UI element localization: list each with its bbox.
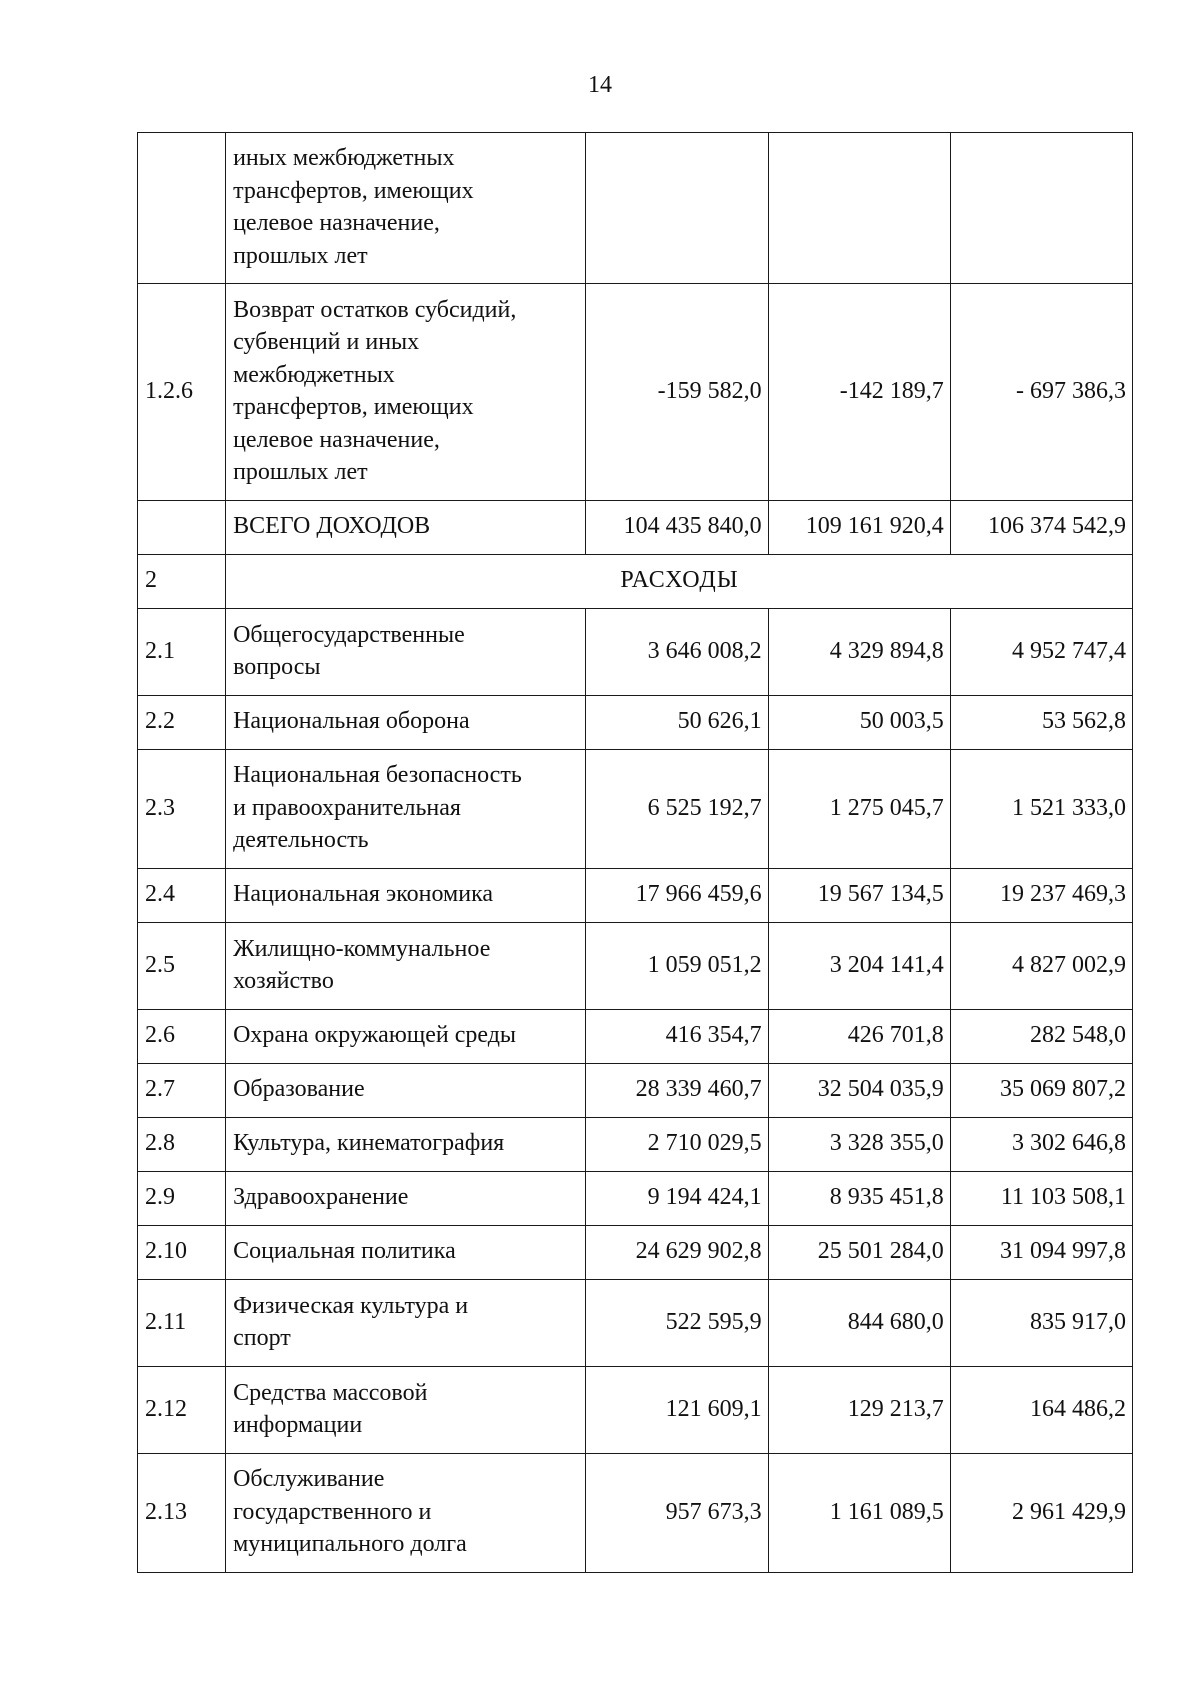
value-cell-col3 <box>950 1280 1132 1367</box>
table-row <box>138 750 1133 869</box>
value-cell-col3-text: 164 486,2 <box>1030 1395 1126 1422</box>
value-cell-col1-text: 522 595,9 <box>665 1308 762 1335</box>
row-number-cell <box>138 555 226 609</box>
row-number-cell-text: 2.5 <box>145 951 175 978</box>
value-cell-col3-text: 4 827 002,9 <box>1012 951 1126 978</box>
row-number-cell-text: 2.8 <box>145 1130 175 1157</box>
value-cell-col2-text: 19 567 134,5 <box>817 881 944 908</box>
item-name-cell-text: Возврат остатков субсидий, субвенций и иных межбюджетных трансфертов, имеющих целевое назначение, прошлых лет <box>233 296 517 485</box>
item-name-cell-text: Здравоохранение <box>233 1184 409 1211</box>
value-cell-col3-text: - 697 386,3 <box>1016 377 1126 404</box>
value-cell-col1-text: 121 609,1 <box>665 1395 762 1422</box>
row-number-cell-text: 2.13 <box>145 1498 187 1525</box>
value-cell-col1 <box>586 133 768 284</box>
table-row <box>138 1172 1133 1226</box>
value-cell-col3-text: 106 374 542,9 <box>988 513 1126 540</box>
section-title-cell-text: РАСХОДЫ <box>620 567 739 594</box>
row-number-cell-text: 2.12 <box>145 1395 187 1422</box>
value-cell-col3-text: 4 952 747,4 <box>1012 637 1126 664</box>
table-row <box>138 1010 1133 1064</box>
value-cell-col3 <box>950 1172 1132 1226</box>
row-number-cell-text: 1.2.6 <box>145 377 193 404</box>
row-number-cell <box>138 501 226 555</box>
row-number-cell <box>138 1280 226 1367</box>
value-cell-col1 <box>586 609 768 696</box>
table-row <box>138 923 1133 1010</box>
value-cell-col2-text: 32 504 035,9 <box>817 1076 944 1103</box>
value-cell-col3-text: 1 521 333,0 <box>1012 794 1126 821</box>
row-number-cell-text: 2 <box>145 567 157 594</box>
value-cell-col2 <box>768 1280 950 1367</box>
value-cell-col1 <box>586 750 768 869</box>
value-cell-col2-text: -142 189,7 <box>839 377 944 404</box>
row-number-cell-text: 2.1 <box>145 637 175 664</box>
value-cell-col1-text: 3 646 008,2 <box>647 637 762 664</box>
value-cell-col3 <box>950 609 1132 696</box>
value-cell-col2 <box>768 1367 950 1454</box>
value-cell-col3-text: 282 548,0 <box>1030 1022 1126 1049</box>
value-cell-col1-text: 28 339 460,7 <box>635 1076 762 1103</box>
value-cell-col2-text: 1 275 045,7 <box>829 794 944 821</box>
item-name-cell <box>226 133 586 284</box>
item-name-cell <box>226 1118 586 1172</box>
item-name-cell-text: иных межбюджетных трансфертов, имеющих целевое назначение, прошлых лет <box>233 145 474 269</box>
value-cell-col2-text: 426 701,8 <box>847 1022 944 1049</box>
item-name-cell-text: Культура, кинематография <box>233 1130 505 1157</box>
value-cell-col3 <box>950 501 1132 555</box>
item-name-cell-text: Общегосударственные вопросы <box>233 621 465 680</box>
item-name-cell <box>226 696 586 750</box>
value-cell-col2 <box>768 133 950 284</box>
item-name-cell <box>226 1172 586 1226</box>
value-cell-col3 <box>950 1226 1132 1280</box>
item-name-cell <box>226 869 586 923</box>
value-cell-col2 <box>768 1454 950 1573</box>
item-name-cell-text: Социальная политика <box>233 1238 456 1265</box>
value-cell-col3-text: 35 069 807,2 <box>1000 1076 1126 1103</box>
value-cell-col3 <box>950 923 1132 1010</box>
row-number-cell <box>138 284 226 501</box>
row-number-cell <box>138 869 226 923</box>
value-cell-col2-text: 844 680,0 <box>847 1308 944 1335</box>
value-cell-col2-text: 3 204 141,4 <box>829 951 944 978</box>
row-number-cell <box>138 1226 226 1280</box>
row-number-cell <box>138 1118 226 1172</box>
value-cell-col3 <box>950 1010 1132 1064</box>
table-row <box>138 1118 1133 1172</box>
row-number-cell-text: 2.3 <box>145 794 175 821</box>
value-cell-col1 <box>586 1280 768 1367</box>
row-number-cell <box>138 1172 226 1226</box>
table-row <box>138 1226 1133 1280</box>
value-cell-col3 <box>950 696 1132 750</box>
value-cell-col1 <box>586 923 768 1010</box>
value-cell-col2-text: 8 935 451,8 <box>829 1184 944 1211</box>
value-cell-col1-text: 416 354,7 <box>665 1022 762 1049</box>
value-cell-col2 <box>768 869 950 923</box>
value-cell-col3-text: 19 237 469,3 <box>1000 881 1126 908</box>
table-row <box>138 1367 1133 1454</box>
value-cell-col1 <box>586 1226 768 1280</box>
table-row <box>138 696 1133 750</box>
value-cell-col1-text: 957 673,3 <box>665 1498 762 1525</box>
row-number-cell-text: 2.10 <box>145 1238 187 1265</box>
value-cell-col1 <box>586 1454 768 1573</box>
value-cell-col1 <box>586 284 768 501</box>
value-cell-col2 <box>768 609 950 696</box>
budget-table <box>137 132 1133 1573</box>
value-cell-col1 <box>586 1010 768 1064</box>
value-cell-col3 <box>950 1367 1132 1454</box>
item-name-cell-text: Средства массовой информации <box>233 1379 428 1438</box>
row-number-cell <box>138 1367 226 1454</box>
table-row <box>138 609 1133 696</box>
item-name-cell-text: Образование <box>233 1076 365 1103</box>
table-row <box>138 501 1133 555</box>
value-cell-col2 <box>768 1118 950 1172</box>
value-cell-col2 <box>768 696 950 750</box>
item-name-cell <box>226 609 586 696</box>
table-row <box>138 284 1133 501</box>
item-name-cell-text: Национальная оборона <box>233 708 470 735</box>
value-cell-col2-text: 4 329 894,8 <box>829 637 944 664</box>
value-cell-col1 <box>586 501 768 555</box>
row-number-cell <box>138 609 226 696</box>
row-number-cell-text: 2.9 <box>145 1184 175 1211</box>
row-number-cell <box>138 133 226 284</box>
item-name-cell-text: Охрана окружающей среды <box>233 1022 517 1049</box>
item-name-cell <box>226 923 586 1010</box>
item-name-cell-text: Национальная экономика <box>233 881 494 908</box>
value-cell-col1 <box>586 1118 768 1172</box>
item-name-cell <box>226 1454 586 1573</box>
row-number-cell-text: 2.6 <box>145 1022 175 1049</box>
item-name-cell <box>226 1010 586 1064</box>
value-cell-col2 <box>768 1172 950 1226</box>
value-cell-col1 <box>586 1172 768 1226</box>
value-cell-col3-text: 835 917,0 <box>1030 1308 1126 1335</box>
item-name-cell-text: Физическая культура и спорт <box>233 1292 469 1351</box>
value-cell-col3-text: 53 562,8 <box>1042 708 1126 735</box>
value-cell-col3 <box>950 750 1132 869</box>
item-name-cell-text: ВСЕГО ДОХОДОВ <box>233 513 431 540</box>
item-name-cell <box>226 1226 586 1280</box>
value-cell-col3-text: 3 302 646,8 <box>1012 1130 1126 1157</box>
item-name-cell <box>226 1064 586 1118</box>
value-cell-col3 <box>950 1118 1132 1172</box>
value-cell-col3 <box>950 869 1132 923</box>
value-cell-col1-text: -159 582,0 <box>657 377 762 404</box>
table-row <box>138 133 1133 284</box>
row-number-cell-text: 2.7 <box>145 1076 175 1103</box>
item-name-cell <box>226 1367 586 1454</box>
page-number: 14 <box>588 72 612 98</box>
value-cell-col1-text: 104 435 840,0 <box>623 513 762 540</box>
item-name-cell-text: Жилищно-коммунальное хозяйство <box>233 935 491 994</box>
value-cell-col2-text: 1 161 089,5 <box>829 1498 944 1525</box>
value-cell-col3 <box>950 1454 1132 1573</box>
row-number-cell <box>138 1454 226 1573</box>
value-cell-col1 <box>586 1367 768 1454</box>
row-number-cell-text: 2.2 <box>145 708 175 735</box>
value-cell-col1 <box>586 696 768 750</box>
value-cell-col2 <box>768 750 950 869</box>
value-cell-col1-text: 17 966 459,6 <box>635 881 762 908</box>
value-cell-col2-text: 3 328 355,0 <box>829 1130 944 1157</box>
value-cell-col1-text: 9 194 424,1 <box>647 1184 762 1211</box>
budget-table-body <box>138 133 1133 1573</box>
section-row <box>138 555 1133 609</box>
value-cell-col3-text: 2 961 429,9 <box>1012 1498 1126 1525</box>
row-number-cell <box>138 1064 226 1118</box>
item-name-cell-text: Национальная безопасность и правоохранительная деятельность <box>233 762 522 854</box>
section-title-cell <box>226 555 1133 609</box>
value-cell-col1 <box>586 1064 768 1118</box>
row-number-cell <box>138 696 226 750</box>
value-cell-col1-text: 50 626,1 <box>677 708 762 735</box>
value-cell-col2-text: 50 003,5 <box>859 708 944 735</box>
item-name-cell <box>226 501 586 555</box>
item-name-cell <box>226 284 586 501</box>
value-cell-col2 <box>768 1226 950 1280</box>
table-row <box>138 1064 1133 1118</box>
value-cell-col1-text: 2 710 029,5 <box>647 1130 762 1157</box>
row-number-cell <box>138 750 226 869</box>
row-number-cell <box>138 923 226 1010</box>
value-cell-col3 <box>950 1064 1132 1118</box>
value-cell-col1 <box>586 869 768 923</box>
value-cell-col3-text: 11 103 508,1 <box>1000 1184 1126 1211</box>
value-cell-col2 <box>768 1010 950 1064</box>
value-cell-col2-text: 129 213,7 <box>847 1395 944 1422</box>
value-cell-col3-text: 31 094 997,8 <box>1000 1238 1126 1265</box>
value-cell-col2 <box>768 923 950 1010</box>
row-number-cell <box>138 1010 226 1064</box>
value-cell-col2 <box>768 284 950 501</box>
value-cell-col3 <box>950 284 1132 501</box>
item-name-cell <box>226 1280 586 1367</box>
item-name-cell-text: Обслуживание государственного и муниципального долга <box>233 1466 467 1558</box>
row-number-cell-text: 2.4 <box>145 881 175 908</box>
value-cell-col1-text: 24 629 902,8 <box>635 1238 762 1265</box>
value-cell-col1-text: 1 059 051,2 <box>647 951 762 978</box>
value-cell-col3 <box>950 133 1132 284</box>
table-row <box>138 1454 1133 1573</box>
table-row <box>138 869 1133 923</box>
value-cell-col1-text: 6 525 192,7 <box>647 794 762 821</box>
value-cell-col2 <box>768 1064 950 1118</box>
table-row <box>138 1280 1133 1367</box>
row-number-cell-text: 2.11 <box>145 1308 187 1335</box>
item-name-cell <box>226 750 586 869</box>
value-cell-col2 <box>768 501 950 555</box>
value-cell-col2-text: 25 501 284,0 <box>817 1238 944 1265</box>
value-cell-col2-text: 109 161 920,4 <box>805 513 944 540</box>
